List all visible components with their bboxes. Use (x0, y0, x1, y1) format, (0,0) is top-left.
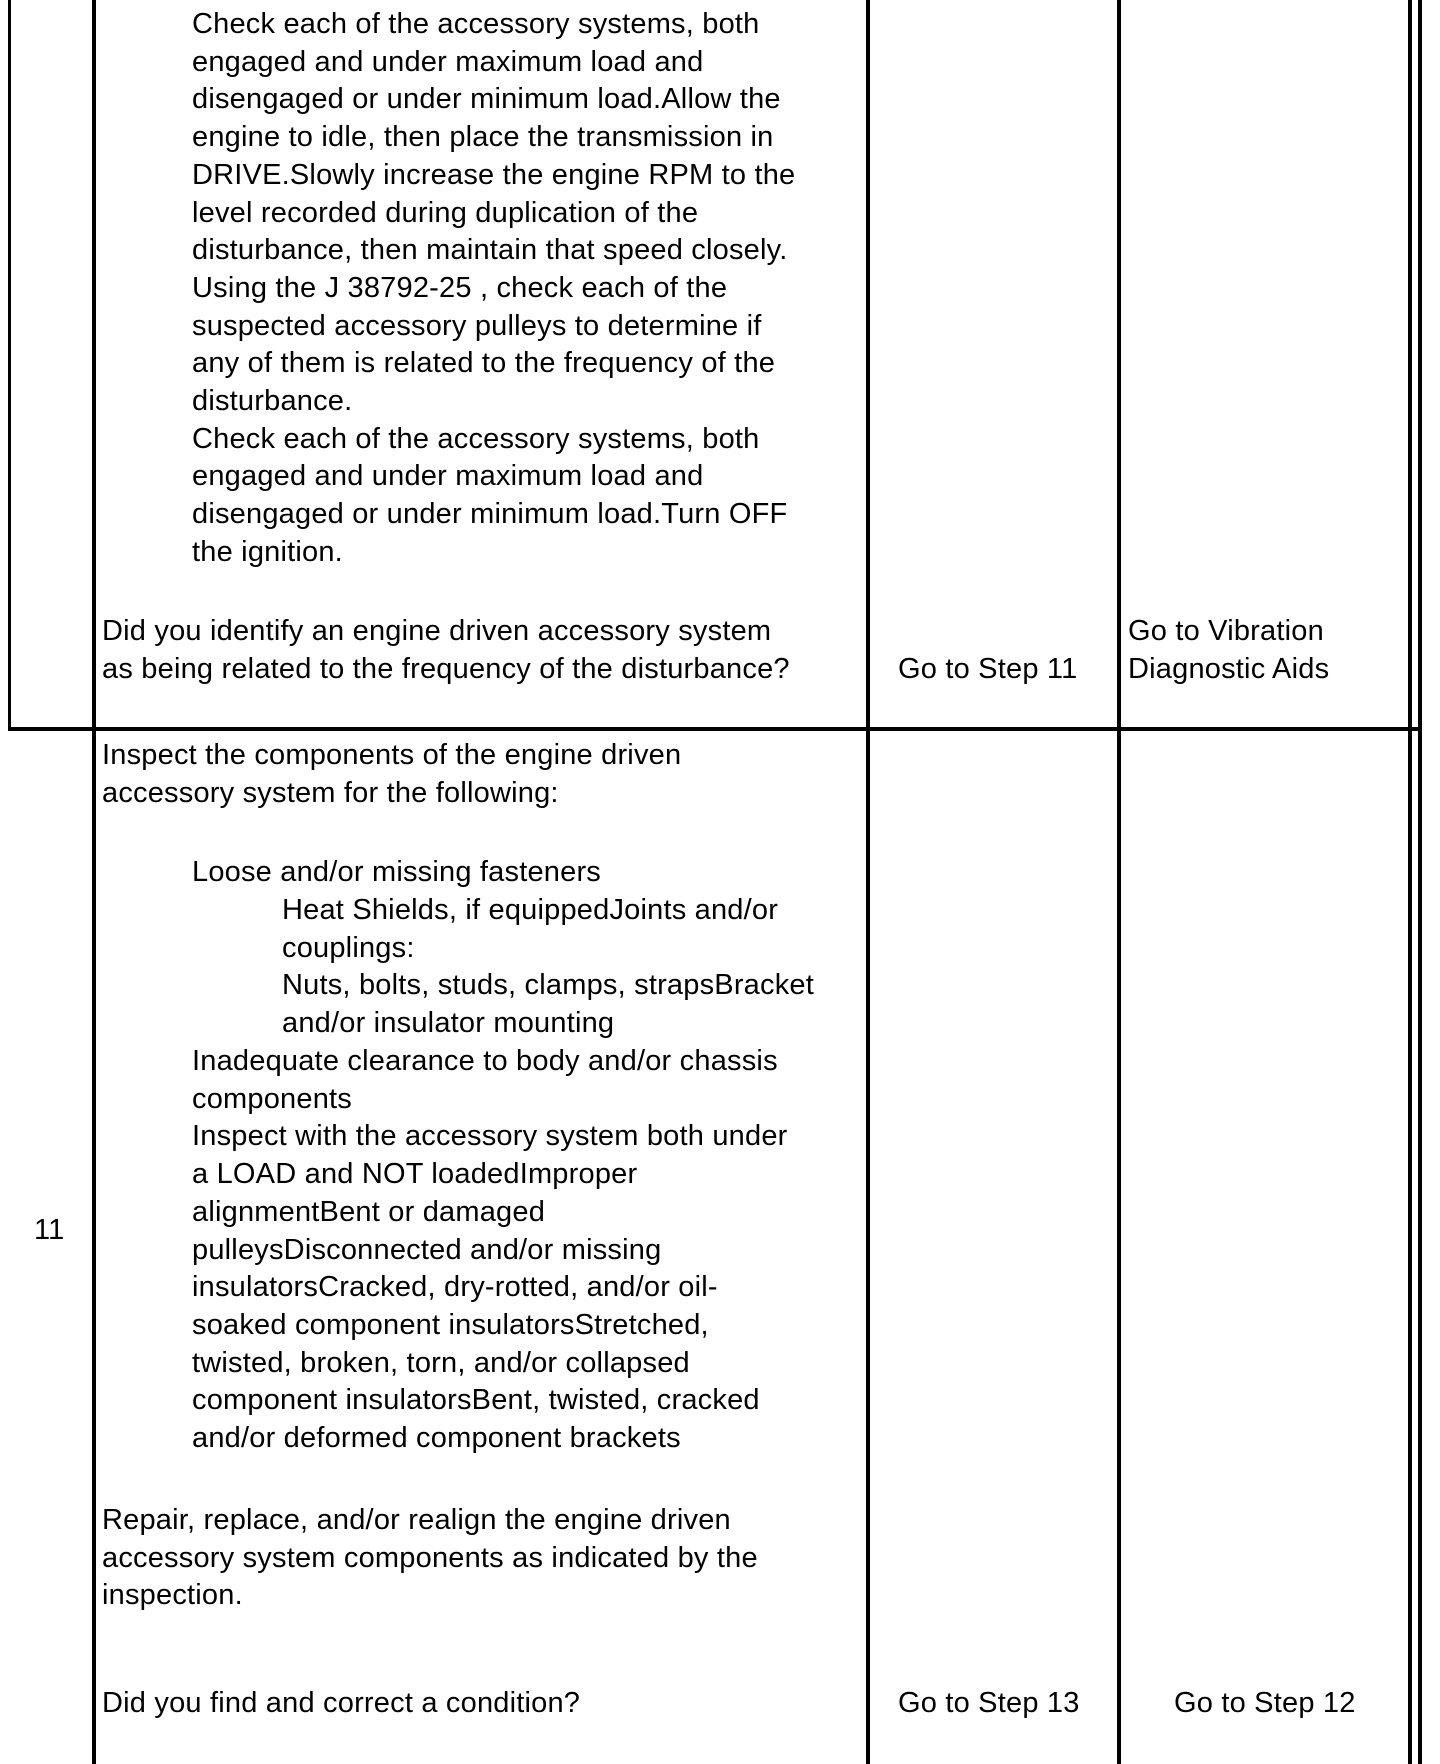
inspection-subitems: Heat Shields, if equippedJoints and/or couplings: Nuts, bolts, studs, clamps, strapsBracket and/or insulator mounting (282, 894, 814, 1040)
no-action: Go to Vibration Diagnostic Aids (1128, 615, 1330, 685)
inspection-items: Inadequate clearance to body and/or chassis components Inspect with the accessory system both under a LOAD and NOT loadedImproper alignmentBent or damaged pulleysDisconnected and/or missing insulatorsCracked, dry-rotted, and/or oil- soaked component insulatorsStretched, twisted, broken, torn, and/or collapsed component insulatorsBent, twisted, cracked and/or deformed component brackets (192, 1045, 788, 1455)
table-border-right-outer (1418, 0, 1422, 1764)
question-text: Did you identify an engine driven accessory system as being related to the frequency of the disturbance? (102, 615, 790, 685)
repair-text: Repair, replace, and/or realign the engine driven accessory system components as indicated by the inspection. (102, 1504, 758, 1612)
table-border-left (8, 0, 11, 730)
row-divider (8, 727, 1422, 731)
column-divider-yes (1117, 0, 1121, 1764)
column-divider-action (866, 0, 870, 1764)
yes-action: Go to Step 11 (898, 653, 1078, 685)
table-border-right (1408, 0, 1412, 1764)
no-action: Go to Step 12 (1174, 1687, 1356, 1719)
column-divider-step (92, 0, 96, 1764)
inspection-intro: Inspect the components of the engine driven accessory system for the following: (102, 739, 682, 809)
question-text: Did you find and correct a condition? (102, 1687, 581, 1719)
yes-action: Go to Step 13 (898, 1687, 1080, 1719)
step-number: 11 (34, 1214, 65, 1246)
inspection-item: Loose and/or missing fasteners (192, 856, 601, 888)
procedure-text: Check each of the accessory systems, both engaged and under maximum load and disengaged or under minimum load.Allow the engine to idle, then place the transmission in DRIVE.Slowly increase the engine RPM to the level recorded during duplication of the disturbance, then maintain that speed closely. Using the J 38792-25 , check each of the suspected accessory pulleys to determine if any of them is related to the frequency of the disturbance. Check each of the accessory systems, both engaged and under maximum load and disengaged or under minimum load.Turn OFF the ignition. (192, 8, 796, 568)
